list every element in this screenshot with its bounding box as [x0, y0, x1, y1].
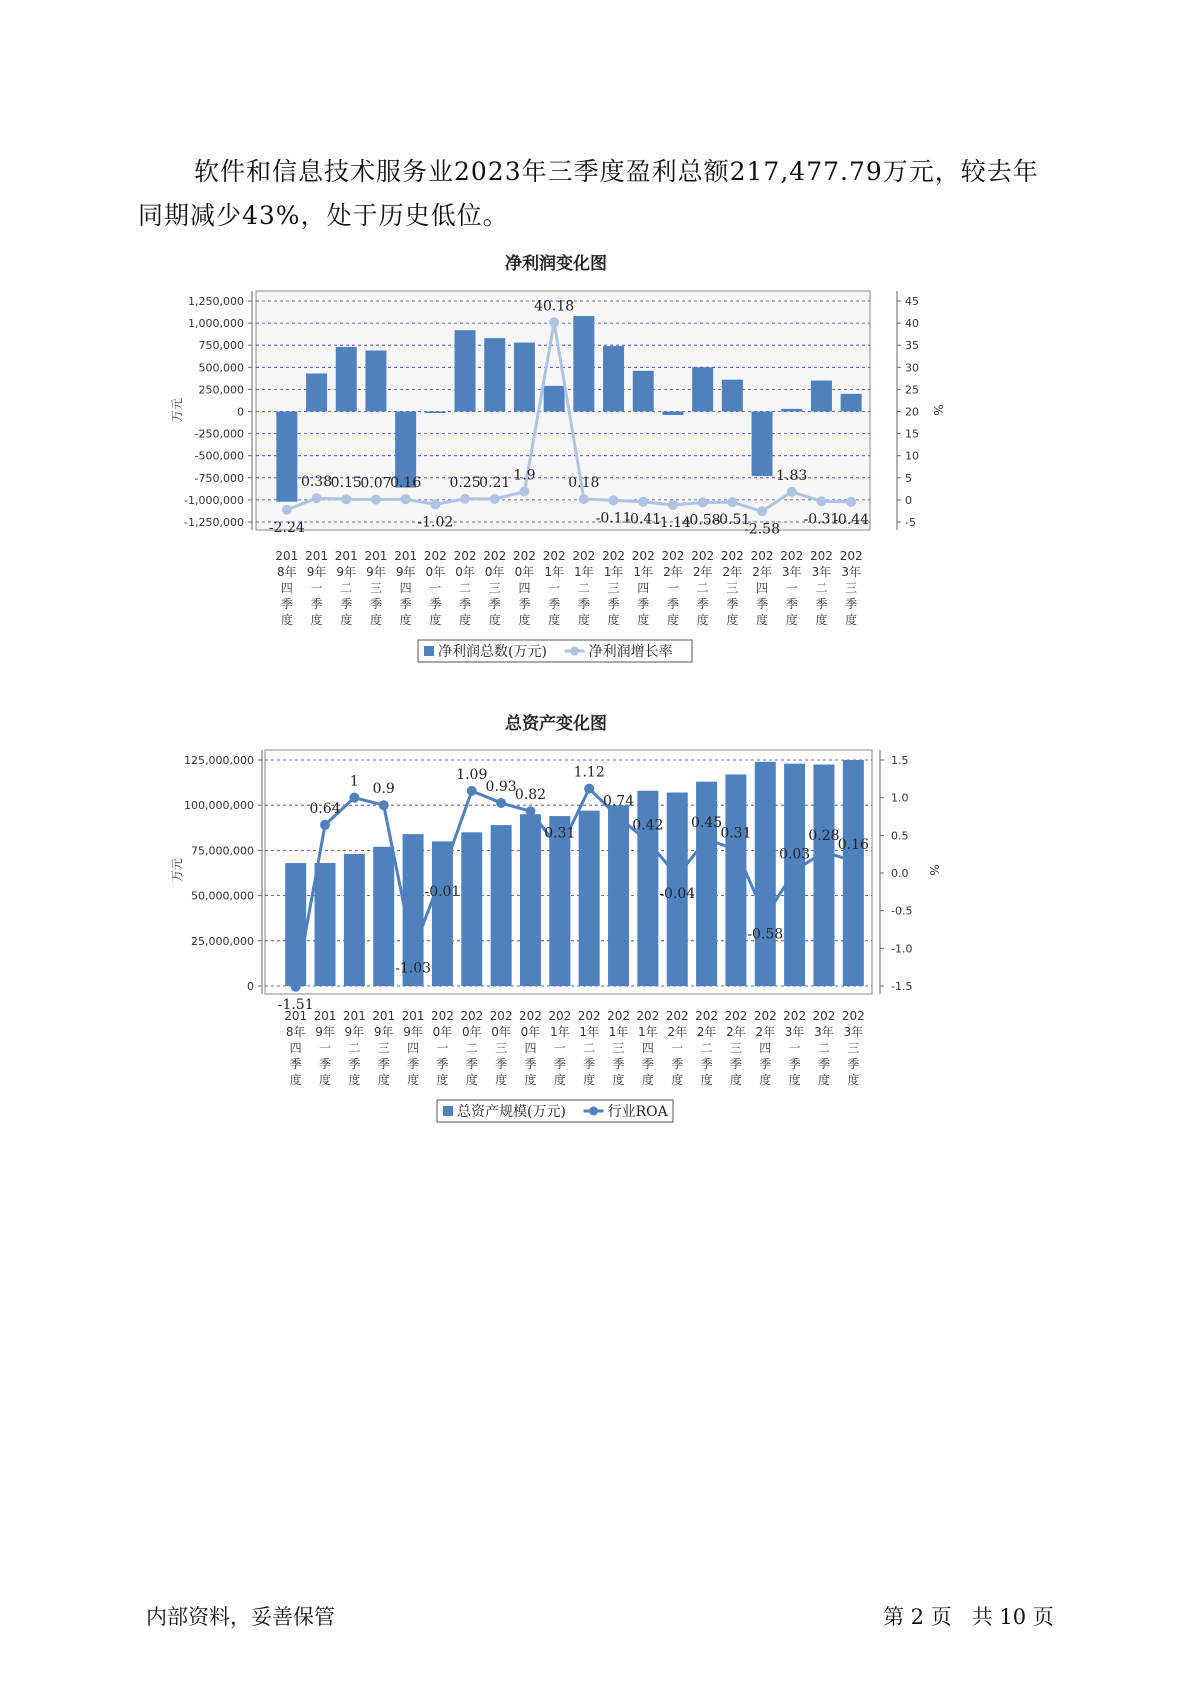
x-tick-label: 201 9年一季度 — [305, 549, 329, 627]
legend-bar-swatch — [424, 646, 434, 656]
bar — [573, 316, 594, 411]
line-point — [467, 786, 477, 796]
y-tick-label: -1,250,000 — [184, 516, 244, 529]
line-point — [341, 494, 351, 504]
bar — [315, 863, 336, 986]
bar — [306, 373, 327, 411]
x-tick-label: 202 2年四季度 — [750, 549, 774, 627]
y-tick-label: 1,250,000 — [188, 295, 244, 308]
y-tick-label: 100,000,000 — [184, 799, 254, 813]
x-tick-label: 202 0年三季度 — [483, 549, 507, 627]
line-point — [579, 494, 589, 504]
y-tick-label: 250,000 — [198, 383, 244, 397]
y2-tick-label: 30 — [905, 361, 919, 375]
data-label: 0.25 — [449, 474, 481, 491]
line-point — [638, 497, 648, 507]
bar — [813, 765, 834, 986]
legend-line-marker — [589, 1107, 598, 1116]
y2-tick-label: 40 — [905, 317, 919, 331]
y2-tick-label: -5 — [905, 516, 916, 529]
bar — [514, 343, 535, 412]
y-tick-label: 125,000,000 — [184, 754, 254, 767]
line-point — [614, 812, 624, 822]
y-axis-title: 万元 — [170, 397, 184, 423]
data-label: 40.18 — [534, 298, 575, 315]
data-label: 0.74 — [602, 793, 635, 810]
x-tick-label: 202 2年三季度 — [720, 549, 744, 627]
line-point — [408, 946, 418, 956]
y2-tick-label: 15 — [905, 427, 919, 441]
line-point — [584, 784, 594, 794]
x-tick-label: 202 0年四季度 — [512, 549, 536, 627]
line-point — [282, 505, 292, 515]
line-point — [672, 871, 682, 881]
y-tick-label: -1,000,000 — [184, 493, 244, 507]
y-tick-label: 0 — [247, 980, 254, 993]
line-point — [401, 494, 411, 504]
x-tick-label: 202 1年一季度 — [542, 549, 566, 627]
x-tick-label: 202 1年四季度 — [631, 549, 655, 627]
bar — [461, 832, 482, 986]
bar — [484, 338, 505, 411]
legend-line-label: 净利润增长率 — [588, 644, 673, 660]
y-tick-label: -500,000 — [194, 449, 244, 463]
line-point — [490, 494, 500, 504]
line-point — [731, 845, 741, 855]
line-point — [496, 798, 506, 808]
x-tick-label: 202 2年二季度 — [695, 1009, 719, 1087]
x-tick-label: 202 0年一季度 — [423, 549, 447, 627]
line-point — [320, 820, 330, 830]
x-tick-label: 201 8年四季度 — [275, 549, 299, 627]
line-point — [519, 487, 529, 497]
x-tick-label: 201 9年四季度 — [401, 1009, 425, 1087]
x-tick-label: 202 3年一季度 — [780, 549, 804, 627]
bar — [843, 760, 864, 986]
bar — [722, 380, 743, 412]
x-tick-label: 201 9年二季度 — [342, 1009, 366, 1087]
data-label: 1.12 — [573, 764, 605, 781]
line-point — [460, 494, 470, 504]
x-tick-label: 202 0年二季度 — [460, 1009, 484, 1087]
footer-confidential-note: 内部资料，妥善保管 — [146, 1605, 335, 1629]
x-tick-label: 202 0年四季度 — [519, 1009, 542, 1087]
bar — [425, 412, 446, 414]
y-tick-label: -750,000 — [194, 471, 244, 485]
intro-paragraph: 软件和信息技术服务业2023年三季度盈利总额217,477.79万元，较去年同期减少43%，处于历史低位。 — [138, 157, 1039, 230]
line-point — [525, 806, 535, 816]
y2-tick-label: 20 — [905, 405, 919, 419]
data-label: 0.07 — [360, 475, 392, 492]
x-tick-label: 202 1年三季度 — [602, 549, 626, 627]
data-label: 0.38 — [300, 474, 333, 491]
chart-title: 净利润变化图 — [505, 254, 607, 274]
y-tick-label: 750,000 — [198, 339, 244, 353]
x-tick-label: 202 1年四季度 — [636, 1009, 660, 1087]
data-label: -0.44 — [833, 511, 870, 528]
data-label: -1.51 — [277, 996, 314, 1013]
line-point — [555, 845, 565, 855]
footer-page-number: 第 2 页 共 10 页 — [883, 1605, 1054, 1629]
data-label: 0.21 — [479, 474, 511, 491]
data-label: -0.11 — [595, 510, 632, 527]
data-label: 1.9 — [513, 467, 536, 484]
bar — [365, 351, 386, 412]
y2-axis-title: % — [927, 864, 941, 876]
data-label: 0.82 — [514, 787, 547, 804]
data-label: -0.41 — [625, 511, 662, 528]
y2-tick-label: 10 — [905, 449, 919, 463]
data-label: 0.45 — [690, 815, 723, 832]
bar — [544, 386, 565, 412]
line-point — [727, 497, 737, 507]
line-point — [816, 496, 826, 506]
data-label: 0.93 — [485, 778, 517, 795]
data-label: 0.31 — [720, 825, 752, 842]
bar — [603, 346, 624, 411]
x-tick-label: 201 9年一季度 — [313, 1009, 337, 1087]
bar — [752, 412, 773, 477]
y-tick-label: 50,000,000 — [191, 889, 254, 903]
y2-tick-label: 0.0 — [891, 867, 909, 880]
data-label: -1.03 — [395, 960, 432, 977]
data-label: 0.64 — [309, 800, 341, 817]
data-label: 1.83 — [776, 467, 808, 484]
bar — [692, 367, 713, 411]
x-tick-label: 201 9年二季度 — [334, 549, 358, 627]
y2-tick-label: 0.5 — [891, 829, 909, 843]
data-label: 0.9 — [372, 781, 395, 798]
line-point — [698, 497, 708, 507]
bar — [725, 774, 746, 986]
x-tick-label: 202 3年一季度 — [783, 1009, 807, 1087]
bar — [841, 394, 862, 412]
data-label: 1.09 — [456, 766, 488, 783]
x-tick-label: 202 1年二季度 — [572, 549, 596, 627]
line-point — [790, 866, 800, 876]
data-label: -0.31 — [803, 511, 840, 528]
y-tick-label: 1,000,000 — [188, 317, 244, 331]
bar — [608, 805, 629, 986]
y2-axis-title: % — [931, 404, 945, 416]
bar — [755, 762, 776, 986]
line-point — [757, 506, 767, 516]
y2-tick-label: 1.5 — [891, 754, 909, 767]
x-tick-label: 202 3年三季度 — [841, 1009, 865, 1087]
x-tick-label: 202 0年二季度 — [453, 549, 477, 627]
line-point — [291, 982, 301, 992]
y2-tick-label: 35 — [905, 339, 919, 353]
x-tick-label: 202 3年二季度 — [809, 549, 833, 627]
bar — [633, 371, 654, 412]
data-label: -2.58 — [744, 521, 781, 538]
total-assets-chart — [0, 705, 1191, 1135]
x-tick-label: 202 3年二季度 — [812, 1009, 836, 1087]
bar — [811, 381, 832, 412]
chart-title: 总资产变化图 — [505, 714, 607, 734]
data-label: 0.16 — [837, 836, 869, 853]
data-label: 0.18 — [568, 475, 600, 492]
bar — [276, 412, 297, 502]
x-tick-label: 202 1年二季度 — [577, 1009, 601, 1087]
x-tick-label: 202 2年三季度 — [724, 1009, 748, 1087]
data-label: 0.16 — [390, 475, 422, 492]
data-label: 0.15 — [330, 475, 362, 492]
legend-bar-swatch — [443, 1106, 453, 1116]
line-point — [437, 869, 447, 879]
legend-bar-label: 净利润总数(万元) — [438, 644, 547, 660]
bar — [662, 412, 683, 416]
x-tick-label: 201 9年三季度 — [372, 1009, 396, 1087]
y2-tick-label: 25 — [905, 383, 919, 397]
bar — [579, 811, 600, 986]
y-tick-label: -250,000 — [194, 427, 244, 441]
data-label: 0.28 — [808, 827, 840, 844]
data-label: -0.01 — [424, 883, 461, 900]
bar — [696, 782, 717, 986]
line-point — [349, 793, 359, 803]
line-point — [846, 497, 856, 507]
x-tick-label: 202 3年三季度 — [839, 549, 863, 627]
bar — [491, 825, 512, 986]
y2-tick-label: 5 — [905, 471, 912, 485]
line-point — [819, 847, 829, 857]
bar — [373, 847, 394, 986]
bar — [781, 409, 802, 412]
data-label: -1.14 — [654, 514, 691, 531]
line-point — [702, 834, 712, 844]
y2-tick-label: -1.5 — [891, 980, 913, 993]
net-profit-chart — [0, 245, 1191, 675]
x-tick-label: 202 0年一季度 — [430, 1009, 454, 1087]
bar — [336, 347, 357, 412]
data-label: 0.42 — [632, 817, 664, 834]
line-point — [668, 500, 678, 510]
y-axis-title: 万元 — [170, 857, 184, 883]
data-label: -0.58 — [747, 926, 784, 943]
data-label: 0.31 — [544, 825, 576, 842]
line-point — [371, 495, 381, 505]
line-point — [609, 495, 619, 505]
line-point — [312, 493, 322, 503]
y-tick-label: 0 — [237, 405, 244, 419]
legend-line-label: 行业ROA — [607, 1104, 668, 1120]
line-point — [643, 836, 653, 846]
x-tick-label: 201 9年三季度 — [364, 549, 388, 627]
y2-tick-label: -0.5 — [891, 904, 913, 918]
y-tick-label: 500,000 — [198, 361, 244, 375]
data-label: -0.04 — [659, 886, 696, 903]
y2-tick-label: 1.0 — [891, 791, 909, 805]
data-label: -0.51 — [714, 512, 751, 529]
x-tick-label: 201 9年四季度 — [394, 549, 418, 627]
line-point — [430, 499, 440, 509]
bar — [432, 841, 453, 986]
x-tick-label: 202 2年二季度 — [691, 549, 715, 627]
legend-line-marker — [570, 647, 579, 656]
x-tick-label: 202 2年一季度 — [661, 549, 685, 627]
y-tick-label: 25,000,000 — [191, 934, 254, 948]
data-label: -0.58 — [684, 512, 721, 529]
x-tick-label: 201 8年四季度 — [284, 1009, 308, 1087]
y2-tick-label: -1.0 — [891, 942, 913, 956]
line-point — [379, 800, 389, 810]
data-label: -1.02 — [417, 514, 454, 531]
y-tick-label: 75,000,000 — [191, 844, 254, 858]
bar — [285, 863, 306, 986]
bar — [520, 814, 541, 986]
x-tick-label: 202 2年四季度 — [753, 1009, 777, 1087]
line-point — [549, 317, 559, 327]
y2-tick-label: 45 — [905, 295, 919, 308]
y2-tick-label: 0 — [905, 493, 912, 507]
x-tick-label: 202 1年一季度 — [548, 1009, 572, 1087]
line-point — [760, 912, 770, 922]
data-label: 1 — [349, 773, 359, 790]
bar — [455, 330, 476, 411]
line-point — [848, 856, 858, 866]
line-point — [787, 487, 797, 497]
legend-bar-label: 总资产规模(万元) — [457, 1104, 566, 1120]
x-tick-label: 202 1年三季度 — [607, 1009, 630, 1087]
x-tick-label: 202 2年一季度 — [665, 1009, 689, 1087]
bar — [344, 854, 365, 986]
data-label: -2.24 — [268, 519, 305, 536]
x-tick-label: 202 0年三季度 — [489, 1009, 513, 1087]
data-label: 0.03 — [779, 846, 811, 863]
